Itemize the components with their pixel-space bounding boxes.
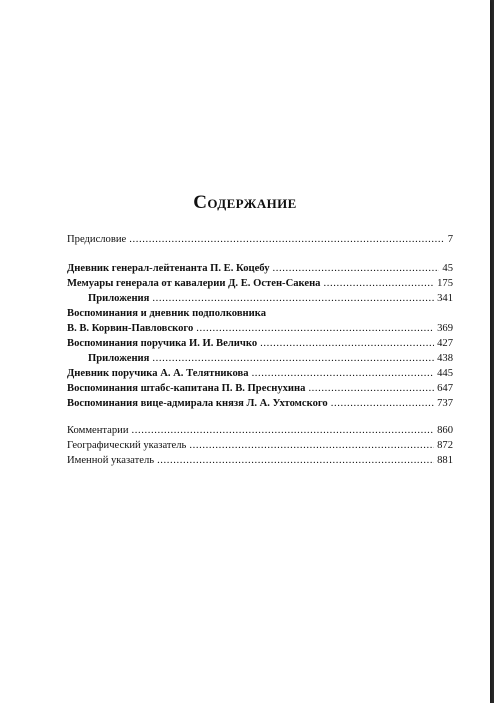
toc-entry-title: Мемуары генерала от кавалерии Д. Е. Остен-Сакена [67,278,321,289]
dot-leader [132,423,435,438]
dot-leader [260,336,434,351]
toc-entry-title: Комментарии [67,425,129,436]
toc-subentry [67,351,453,366]
toc-entry-page: 7 [447,234,453,245]
toc-entry-page: 737 [437,398,453,409]
toc-entry [67,381,453,396]
dot-leader [273,261,440,276]
toc-entry-title: В. В. Корвин-Павловского [67,323,194,334]
dot-leader [196,321,434,336]
table-of-contents [67,232,453,468]
section-gap [67,411,453,423]
toc-entry-title: Приложения [88,353,150,364]
toc-entry [67,423,453,438]
toc-entry [67,276,453,291]
page-title: Содержание [193,192,297,213]
toc-entry-title: Воспоминания и дневник подполковника [67,308,266,319]
toc-entry [67,336,453,351]
toc-entry-title: Воспоминания вице-адмирала князя Л. А. Ухтомского [67,398,328,409]
toc-entry-title: Предисловие [67,234,127,245]
toc-entry-page: 647 [437,383,453,394]
section-gap [67,247,453,261]
toc-entry-title: Дневник поручика А. А. Телятникова [67,368,249,379]
toc-entry [67,453,453,468]
toc-entry-page: 45 [442,263,453,274]
toc-entry-title: Приложения [88,293,150,304]
toc-entry-title: Именной указатель [67,455,155,466]
toc-entry-page: 369 [437,323,453,334]
dot-leader [189,438,434,453]
toc-entry-continued [67,321,453,336]
toc-entry [67,438,453,453]
toc-entry-page: 438 [437,353,453,364]
toc-entry-page: 881 [437,455,453,466]
toc-entry-page: 445 [437,368,453,379]
toc-entry [67,232,453,247]
toc-entry-title: Дневник генерал-лейтенанта П. Е. Коцебу [67,263,270,274]
toc-subentry [67,291,453,306]
toc-entry [67,366,453,381]
toc-entry-page: 427 [437,338,453,349]
toc-entry-title: Воспоминания поручика И. И. Величко [67,338,258,349]
dot-leader [323,276,434,291]
toc-entry-page: 341 [437,293,453,304]
toc-entry-page: 872 [437,440,453,451]
toc-entry-title: Воспоминания штабс-капитана П. В. Преснухина [67,383,306,394]
toc-entry [67,306,453,321]
toc-entry-page: 175 [437,278,453,289]
dot-leader [157,453,434,468]
toc-entry-page: 860 [437,425,453,436]
dot-leader [308,381,434,396]
dot-leader [331,396,434,411]
dot-leader [129,232,444,247]
dot-leader [152,291,434,306]
toc-entry-title: Географический указатель [67,440,187,451]
dot-leader [152,351,434,366]
toc-entry [67,261,453,276]
dot-leader [252,366,435,381]
toc-entry [67,396,453,411]
